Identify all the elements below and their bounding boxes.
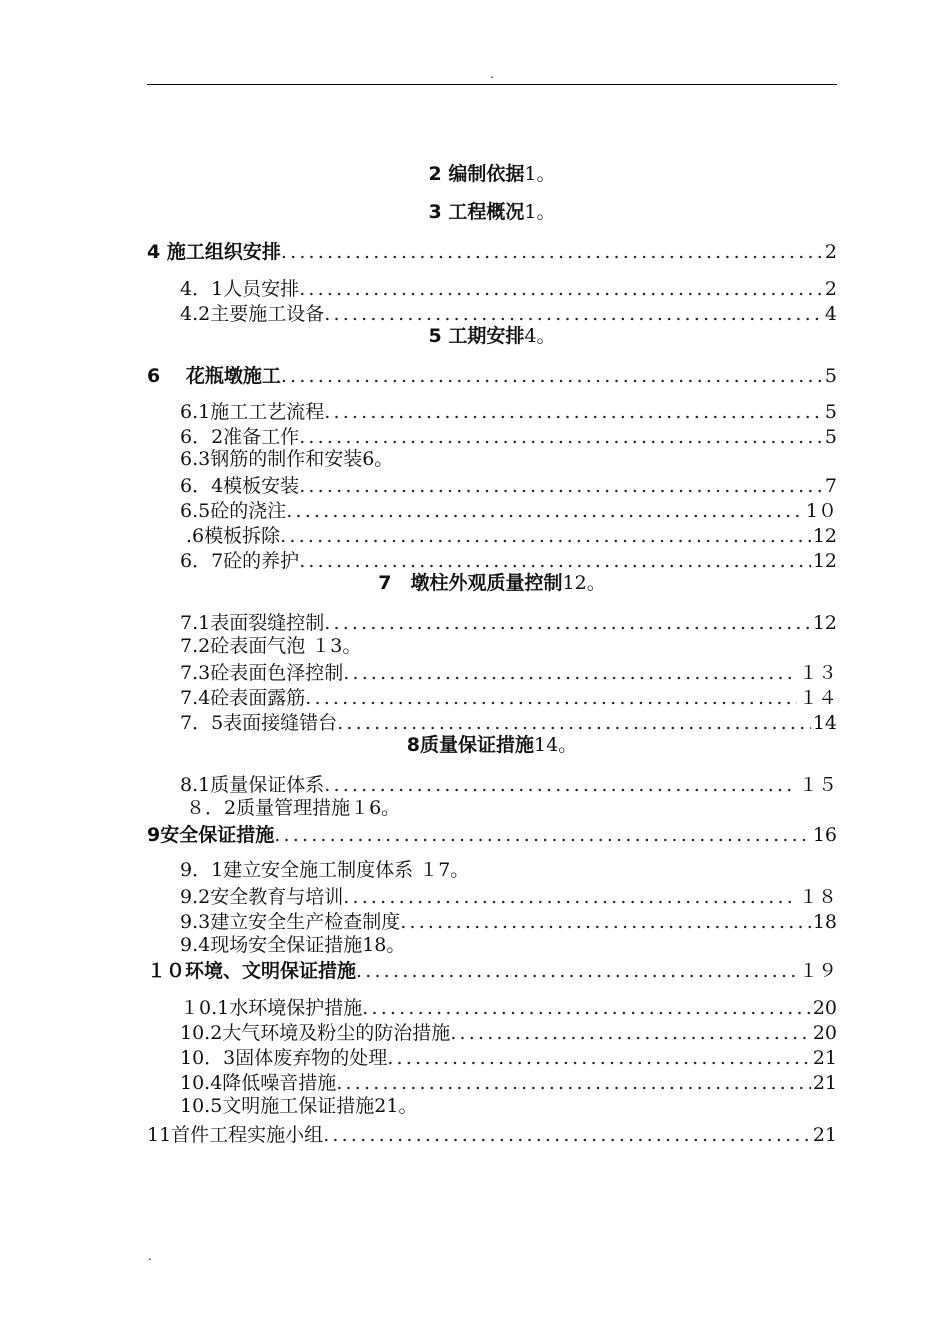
toc-title: 6．7砼的养护 <box>180 550 300 572</box>
toc-leader-dots <box>324 612 811 634</box>
toc-page: 4 <box>824 303 837 325</box>
toc-page: 5 <box>824 401 837 423</box>
toc-title: 7 墩柱外观质量控制 <box>378 572 563 594</box>
toc-page: 20 <box>812 997 837 1019</box>
toc-leader-dots <box>324 774 797 796</box>
toc-leader-dots <box>281 241 823 263</box>
toc-title: 6.1施工工艺流程 <box>180 401 325 423</box>
toc-title: 10．3固体废弃物的处理 <box>180 1047 388 1069</box>
toc-entry[interactable] <box>180 683 837 709</box>
toc-title: 9.3建立安全生产检查制度 <box>180 911 401 933</box>
toc-page: 1０ <box>805 500 837 522</box>
toc-entry[interactable] <box>180 546 837 572</box>
toc-title: 11首件工程实施小组 <box>147 1124 324 1146</box>
toc-page: 1。 <box>524 201 556 223</box>
toc-title: 8.1质量保证体系 <box>180 774 325 796</box>
toc-heading-centered[interactable] <box>147 161 837 187</box>
toc-entry[interactable] <box>186 521 837 547</box>
toc-page: 5 <box>824 365 837 387</box>
toc-page: 2 <box>824 278 837 300</box>
toc-title: １0.1水环境保护措施 <box>180 997 363 1019</box>
toc-page: 14 <box>812 712 837 734</box>
toc-title: 4.2主要施工设备 <box>180 303 325 325</box>
toc-entry[interactable]: ８．2质量管理措施１6。 <box>186 797 401 819</box>
toc-title: 4．1人员安排 <box>180 278 300 300</box>
toc-page: 21 <box>812 1047 837 1069</box>
toc-page: 7 <box>824 475 837 497</box>
toc-entry[interactable] <box>180 422 837 448</box>
toc-entry[interactable] <box>180 299 837 325</box>
toc-entry[interactable] <box>180 274 837 300</box>
toc-entry[interactable]: 9．1建立安全施工制度体系 １7。 <box>180 859 470 881</box>
toc-leader-dots <box>343 886 797 908</box>
toc-entry[interactable] <box>147 956 837 982</box>
toc-leader-dots <box>323 1124 811 1146</box>
toc-leader-dots <box>336 1072 811 1094</box>
toc-heading-centered[interactable] <box>147 323 837 349</box>
toc-title: 7.3砼表面色泽控制 <box>180 662 344 684</box>
toc-title: 9安全保证措施 <box>147 824 275 846</box>
toc-title: 3 工程概况 <box>428 201 525 223</box>
toc-entry[interactable] <box>147 1120 837 1146</box>
toc-entry[interactable]: 6.3钢筋的制作和安装6。 <box>180 448 394 470</box>
toc-page: １８ <box>798 886 837 908</box>
toc-page: 20 <box>812 1022 837 1044</box>
toc-entry[interactable]: 9.4现场安全保证措施18。 <box>180 934 406 956</box>
toc-title: 5 工期安排 <box>428 325 525 347</box>
toc-page: 4。 <box>524 325 556 347</box>
toc-entry[interactable] <box>180 907 837 933</box>
toc-entry[interactable] <box>180 608 837 634</box>
toc-entry[interactable]: 10.5文明施工保证措施21。 <box>180 1095 418 1117</box>
toc-heading-centered[interactable] <box>147 732 837 758</box>
footer-mark: . <box>148 1249 152 1263</box>
toc-title: １０环境、文明保证措施 <box>147 960 357 982</box>
toc-page: 12。 <box>562 572 606 594</box>
toc-entry[interactable] <box>180 882 837 908</box>
toc-entry[interactable] <box>180 1018 837 1044</box>
toc-page: 2 <box>824 241 837 263</box>
toc-page: １９ <box>798 960 837 982</box>
toc-title: 8质量保证措施 <box>406 734 535 756</box>
toc-page: １５ <box>798 774 837 796</box>
toc-title: 7.1表面裂缝控制 <box>180 612 325 634</box>
header-mark: . <box>490 67 494 81</box>
toc-entry[interactable] <box>147 820 837 846</box>
toc-leader-dots <box>305 687 797 709</box>
toc-page: 18 <box>812 911 837 933</box>
toc-title: 10.2大气环境及粉尘的防治措施 <box>180 1022 451 1044</box>
toc-entry[interactable] <box>180 471 837 497</box>
toc-title: 7.4砼表面露筋 <box>180 687 306 709</box>
toc-entry[interactable] <box>180 658 837 684</box>
toc-entry[interactable] <box>180 708 837 734</box>
toc-page: 12 <box>812 525 837 547</box>
toc-title: 6.5砼的浇注 <box>180 500 287 522</box>
toc-leader-dots <box>450 1022 811 1044</box>
toc-leader-dots <box>324 401 823 423</box>
toc-leader-dots <box>280 525 811 547</box>
toc-leader-dots <box>299 475 823 497</box>
toc-page: １４ <box>798 687 837 709</box>
toc-page: 1。 <box>524 163 556 185</box>
toc-title: 6．2准备工作 <box>180 426 300 448</box>
toc-heading-centered[interactable] <box>147 199 837 225</box>
toc-title: 6 花瓶墩施工 <box>147 365 281 387</box>
toc-leader-dots <box>324 303 823 325</box>
toc-title: 9.2安全教育与培训 <box>180 886 344 908</box>
toc-page: 16 <box>812 824 837 846</box>
toc-entry[interactable] <box>180 496 837 522</box>
toc-heading-centered[interactable] <box>147 570 837 596</box>
toc-title: 10.4降低噪音措施 <box>180 1072 337 1094</box>
toc-leader-dots <box>343 662 797 684</box>
toc-page: 14。 <box>534 734 578 756</box>
header-rule <box>147 84 837 85</box>
toc-entry[interactable]: 7.2砼表面气泡 １3。 <box>180 635 362 657</box>
toc-leader-dots <box>286 500 804 522</box>
toc-page: 5 <box>824 426 837 448</box>
toc-entry[interactable] <box>147 361 837 387</box>
toc-leader-dots <box>387 1047 811 1069</box>
toc-leader-dots <box>337 712 811 734</box>
toc-leader-dots <box>356 960 797 982</box>
toc-entry[interactable] <box>180 1043 837 1069</box>
toc-entry[interactable] <box>147 237 837 263</box>
toc-page: 21 <box>812 1124 837 1146</box>
toc-leader-dots <box>299 278 823 300</box>
toc-entry[interactable] <box>180 1068 837 1094</box>
toc-leader-dots <box>299 426 823 448</box>
toc-page: 12 <box>812 550 837 572</box>
toc-title: 4 施工组织安排 <box>147 241 281 263</box>
toc-leader-dots <box>299 550 811 572</box>
toc-title: 6．4模板安装 <box>180 475 300 497</box>
toc-entry[interactable] <box>180 770 837 796</box>
toc-leader-dots <box>274 824 811 846</box>
toc-leader-dots <box>362 997 811 1019</box>
toc-page: 21 <box>812 1072 837 1094</box>
toc-title: 2 编制依据 <box>428 163 525 185</box>
toc-entry[interactable] <box>180 993 837 1019</box>
toc-leader-dots <box>400 911 811 933</box>
toc-title: .6模板拆除 <box>186 525 281 547</box>
toc-leader-dots <box>281 365 823 387</box>
toc-page: １３ <box>798 662 837 684</box>
toc-title: 7．5表面接缝错台 <box>180 712 338 734</box>
toc-page: 12 <box>812 612 837 634</box>
toc-entry[interactable] <box>180 397 837 423</box>
